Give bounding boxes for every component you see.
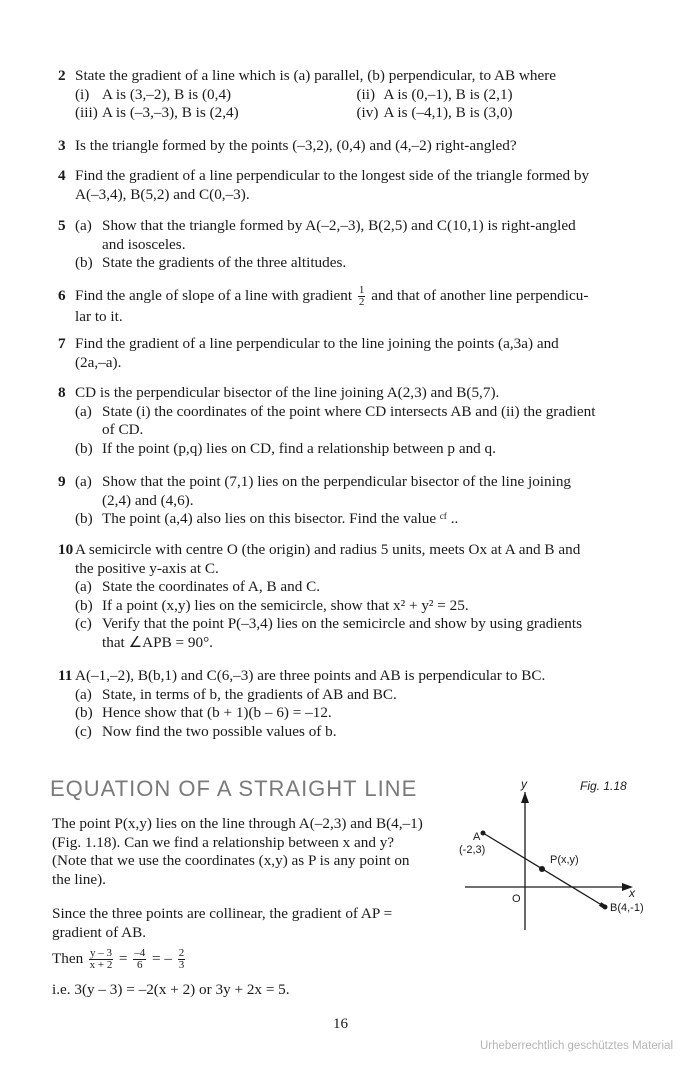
question-text-cont: lar to it. — [75, 308, 123, 325]
equals-minus: = – — [151, 950, 172, 967]
equation-then — [52, 947, 447, 971]
part-label: (ii) — [356, 85, 376, 103]
question-number: 2 — [58, 67, 66, 84]
point-b-label: B(4,-1) — [610, 902, 644, 914]
part-text: Hence show that (b + 1)(b – 6) = –12. — [102, 704, 332, 721]
section-heading: EQUATION OF A STRAIGHT LINE — [50, 776, 418, 801]
point-b — [603, 905, 608, 910]
part-label: (b) — [75, 254, 93, 271]
part-text-cont: of CD. — [102, 421, 144, 438]
fraction-half: $\frac{1}{2}$ — [358, 284, 365, 308]
part-text: A is (–4,1), B is (3,0) — [383, 104, 513, 121]
question-text-cont: the positive y-axis at C. — [75, 559, 219, 577]
point-a — [481, 831, 486, 836]
question-number: 9 — [58, 473, 66, 490]
equals-sign: = — [118, 950, 128, 967]
question-3 — [58, 137, 638, 156]
part-label: (iv) — [356, 104, 379, 121]
part-text-cont: and isosceles. — [102, 235, 186, 253]
part-label: (b) — [75, 704, 93, 721]
part-text: Now find the two possible values of b. — [102, 722, 337, 740]
point-p-label: P(x,y) — [550, 854, 579, 866]
part-text-cont: that ∠APB = 90°. — [102, 633, 213, 651]
part-label: (a) — [75, 217, 92, 234]
question-text: State the gradient of a line which is (a) parallel, (b) perpendicular, to AB where — [75, 67, 556, 84]
part-text: A is (3,–2), B is (0,4) — [102, 85, 232, 103]
part-text: A is (–3,–3), B is (2,4) — [102, 104, 239, 121]
question-4 — [58, 167, 638, 204]
part-text: State, in terms of b, the gradients of AB and BC. — [102, 685, 397, 703]
question-10 — [58, 541, 638, 652]
paragraph-line: the line). — [52, 870, 106, 888]
part-text: Verify that the point P(–3,4) lies on the semicircle and show by using gradients — [102, 615, 582, 632]
question-5 — [58, 217, 638, 273]
question-number: 5 — [58, 217, 66, 234]
section-paragraph-2 — [52, 905, 447, 942]
equation-result: i.e. 3(y – 3) = –2(x + 2) or 3y + 2x = 5. — [52, 981, 290, 998]
question-text: Find the gradient of a line perpendicular to the longest side of the triangle formed by — [75, 167, 590, 184]
fraction-simplified: $\frac{2}{3}$ — [178, 947, 185, 972]
y-axis-label: y — [521, 777, 527, 791]
question-number: 8 — [58, 384, 66, 401]
figure-caption: Fig. 1.18 — [580, 779, 627, 793]
part-label: (a) — [75, 685, 92, 703]
x-axis-label: x — [629, 886, 635, 900]
part-label: (a) — [75, 402, 92, 420]
paragraph-line: (Note that we use the coordinates (x,y) as P is any point on — [52, 852, 410, 869]
question-6 — [58, 285, 638, 327]
question-8 — [58, 384, 638, 458]
part-text: A is (0,–1), B is (2,1) — [383, 85, 513, 103]
part-label: (c) — [75, 722, 92, 740]
page-number: 16 — [333, 1016, 348, 1032]
part-text: State the coordinates of A, B and C. — [102, 578, 321, 595]
origin-label: O — [512, 893, 521, 905]
part-text: State the gradients of the three altitudes. — [102, 254, 347, 271]
question-text: A semicircle with centre O (the origin) and radius 5 units, meets Ox at A and B and — [75, 541, 581, 558]
part-text: State (i) the coordinates of the point where CD intersects AB and (ii) the gradient — [102, 402, 596, 420]
fraction-ab: $\frac{-4}{6}$ — [134, 947, 146, 972]
section-paragraph-1 — [52, 815, 447, 889]
part-text: Show that the triangle formed by A(–2,–3), B(2,5) and C(10,1) is right-angled — [102, 217, 576, 234]
part-text: If the point (p,q) lies on CD, find a relationship between p and q. — [102, 439, 496, 457]
part-label: (i) — [75, 85, 90, 103]
question-number: 4 — [58, 167, 66, 184]
paragraph-line: The point P(x,y) lies on the line through A(–2,3) and B(4,–1) — [52, 815, 423, 832]
question-number: 7 — [58, 335, 66, 352]
part-text-cont: (2,4) and (4,6). — [102, 491, 194, 509]
fraction-ap: $\frac{y - 3}{x + 2}$ — [89, 947, 113, 972]
question-number: 3 — [58, 137, 66, 154]
question-text: Find the gradient of a line perpendicular to the line joining the points (a,3a) and — [75, 335, 559, 352]
question-number: 11 — [58, 667, 73, 684]
then-label: Then — [52, 950, 84, 967]
question-text: Find the angle of slope of a line with gradient — [75, 286, 353, 304]
question-text: CD is the perpendicular bisector of the line joining A(2,3) and B(5,7). — [75, 384, 500, 401]
part-label: (iii) — [75, 104, 98, 121]
question-text: A(–1,–2), B(b,1) and C(6,–3) are three points and AB is perpendicular to BC. — [75, 667, 546, 684]
part-text: Show that the point (7,1) lies on the perpendicular bisector of the line joining — [102, 473, 572, 490]
question-text: and that of another line perpendicu- — [371, 286, 589, 304]
question-2 — [58, 67, 638, 123]
part-label: (a) — [75, 473, 92, 490]
figure-1-18 — [455, 770, 670, 940]
question-number: 10 — [58, 541, 74, 558]
y-axis-arrow-icon — [521, 792, 529, 803]
part-label: (b) — [75, 439, 93, 457]
question-text-cont: (2a,–a). — [75, 353, 122, 371]
watermark: Urheberrechtlich geschütztes Material — [479, 1040, 673, 1052]
part-label: (c) — [75, 615, 92, 632]
part-text: If a point (x,y) lies on the semicircle, show that x² + y² = 25. — [102, 596, 469, 614]
paragraph-line: Since the three points are collinear, the gradient of AP = — [52, 905, 393, 922]
question-9 — [58, 473, 638, 529]
point-a-label: A — [473, 831, 481, 843]
part-text: The point (a,4) also lies on this bisector. Find the value ᶜᶠ .. — [102, 510, 459, 527]
question-number: 6 — [58, 286, 66, 304]
point-p — [539, 866, 545, 872]
paragraph-line: gradient of AB. — [52, 923, 147, 941]
question-11 — [58, 667, 638, 741]
question-text-cont: A(–3,4), B(5,2) and C(0,–3). — [75, 185, 250, 203]
question-7 — [58, 335, 638, 372]
paragraph-line: (Fig. 1.18). Can we find a relationship between x and y? — [52, 833, 395, 851]
part-label: (a) — [75, 578, 92, 595]
part-label: (b) — [75, 596, 93, 614]
part-label: (b) — [75, 510, 93, 527]
point-a-coords: (-2,3) — [459, 844, 486, 856]
question-text: Is the triangle formed by the points (–3,2), (0,4) and (4,–2) right-angled? — [75, 137, 517, 154]
